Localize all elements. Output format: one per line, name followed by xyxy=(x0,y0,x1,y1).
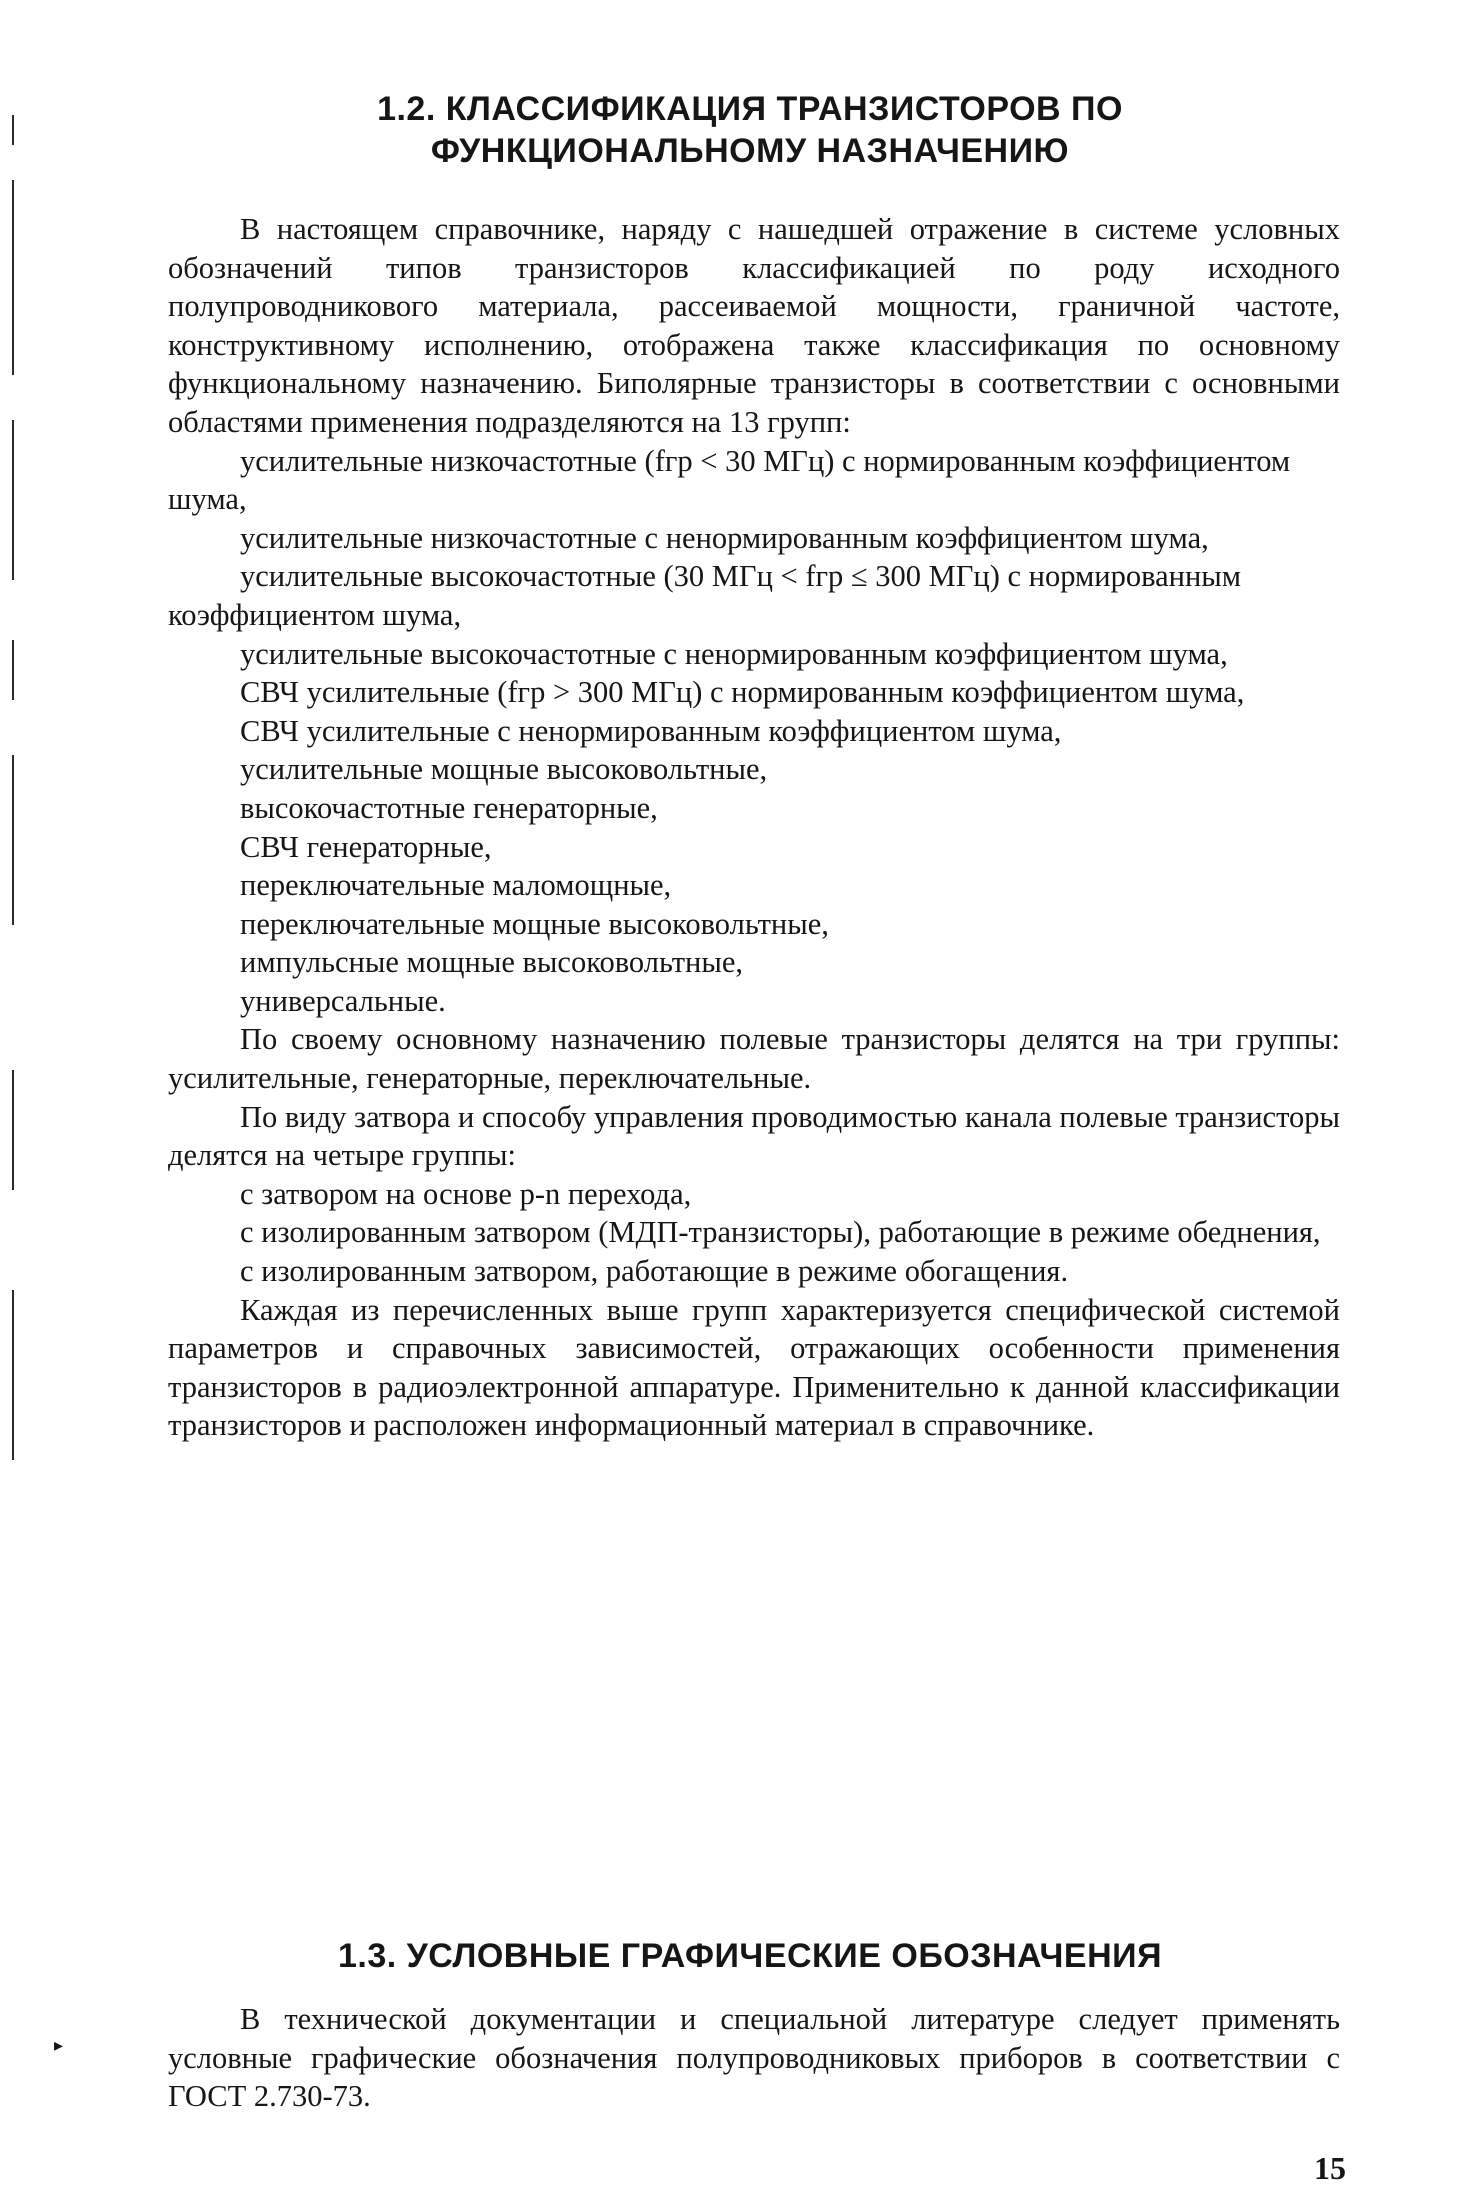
list-item: высокочастотные генераторные, xyxy=(240,790,658,825)
list-item: переключательные мощные высоковольтные, xyxy=(240,906,829,941)
section-heading-1-3 xyxy=(160,1935,1340,1977)
paragraph: Каждая из перечисленных выше групп характеризуется специфической системой параметров и справочных зависимостей, отражающих особенности применения транзисторов в радиоэлектронной аппаратуре. Применительно к данной классификации транзисторов и расположен информационный материал в справочнике. xyxy=(168,1292,1340,1443)
list-item: с изолированным затвором, работающие в режиме обогащения. xyxy=(240,1254,1069,1289)
list-item: усилительные высокочастотные (30 МГц < fгр ≤ 300 МГц) с нормированным коэффициентом шума, xyxy=(168,559,1242,632)
paragraph: По своему основному назначению полевые транзисторы делятся на три группы: усилительные, генераторные, переключательные. xyxy=(168,1022,1340,1096)
list-item: СВЧ усилительные (fгр > 300 МГц) с нормированным коэффициентом шума, xyxy=(240,675,1245,710)
list-item: усилительные мощные высоковольтные, xyxy=(240,752,768,787)
list-item: с изолированным затвором (МДП-транзисторы), работающие в режиме обеднения, xyxy=(240,1215,1321,1250)
section-body-1-2 xyxy=(168,210,1340,1445)
list-item: СВЧ генераторные, xyxy=(240,829,492,864)
margin-mark xyxy=(12,115,14,145)
heading-line: 1.3. УСЛОВНЫЕ ГРАФИЧЕСКИЕ ОБОЗНАЧЕНИЯ xyxy=(337,1937,1163,1975)
margin-mark xyxy=(12,755,14,925)
paragraph: По виду затвора и способу управления проводимостью канала полевые транзисторы делятся на четыре группы: xyxy=(168,1099,1340,1173)
heading-line: ФУНКЦИОНАЛЬНОМУ НАЗНАЧЕНИЮ xyxy=(430,132,1070,170)
list-item: переключательные маломощные, xyxy=(240,868,672,903)
paragraph: В настоящем справочнике, наряду с нашедшей отражение в системе условных обозначений типов транзисторов классификацией по роду исходного полупроводникового материала, рассеиваемой мощности, граничной частоте, конструктивному исполнению, отображена также классификация по основному функциональному назначению. Биполярные транзисторы в соответствии с основными областями применения подразделяются на 13 групп: xyxy=(168,212,1340,439)
margin-mark xyxy=(12,1290,14,1460)
margin-arrow-icon: ▸ xyxy=(54,2035,64,2055)
margin-mark xyxy=(12,640,14,700)
page-number: 15 xyxy=(1314,2150,1346,2186)
list-item: усилительные высокочастотные с ненормированным коэффициентом шума, xyxy=(240,636,1228,671)
heading-line: 1.2. КЛАССИФИКАЦИЯ ТРАНЗИСТОРОВ ПО xyxy=(377,90,1123,128)
margin-mark xyxy=(12,180,14,375)
list-item: усилительные низкочастотные с ненормированным коэффициентом шума, xyxy=(240,520,1209,555)
list-item: усилительные низкочастотные (fгр < 30 МГц) с нормированным коэффициентом шума, xyxy=(168,443,1291,517)
section-body-1-3 xyxy=(168,2000,1340,2116)
margin-mark xyxy=(12,420,14,580)
list-item: с затвором на основе p-n перехода, xyxy=(240,1176,692,1211)
section-heading-1-2 xyxy=(160,88,1340,172)
margin-mark xyxy=(12,1070,14,1190)
list-item: импульсные мощные высоковольтные, xyxy=(240,945,744,980)
paragraph: В технической документации и специальной литературе следует применять условные графические обозначения полупроводниковых приборов в соответствии с ГОСТ 2.730-73. xyxy=(168,2002,1340,2114)
list-item: универсальные. xyxy=(240,983,446,1018)
list-item: СВЧ усилительные с ненормированным коэффициентом шума, xyxy=(240,713,1062,748)
